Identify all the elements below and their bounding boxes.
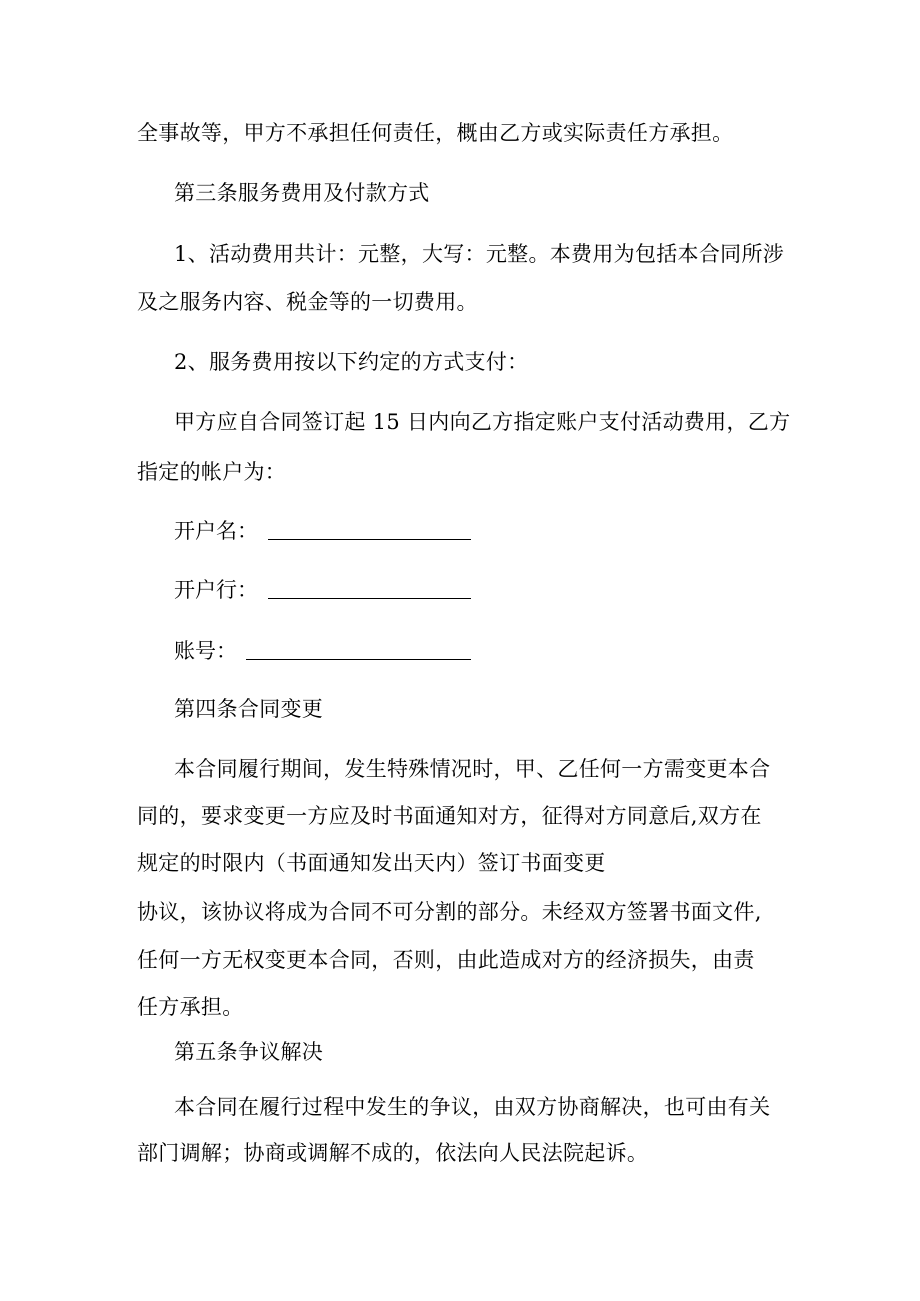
paragraph-line: 本合同履行期间，发生特殊情况时，甲、乙任何一方需变更本合	[174, 757, 771, 781]
paragraph-line: 全事故等，甲方不承担任何责任，概由乙方或实际责任方承担。	[137, 121, 734, 145]
section-heading: 第三条服务费用及付款方式	[174, 181, 430, 205]
paragraph-line: 同的，要求变更一方应及时书面通知对方，征得对方同意后,双方在	[137, 804, 762, 828]
account-number-blank	[246, 659, 471, 660]
paragraph-line: 指定的帐户为：	[137, 460, 287, 484]
section-heading: 第五条争议解决	[174, 1040, 324, 1064]
paragraph-line: 2、服务费用按以下约定的方式支付：	[174, 350, 529, 374]
bank-label: 开户行：	[174, 578, 258, 602]
paragraph-line: 本合同在履行过程中发生的争议，由双方协商解决，也可由有关	[174, 1095, 771, 1119]
paragraph-line: 规定的时限内（书面通知发出天内）签订书面变更	[137, 851, 606, 875]
paragraph-line: 任方承担。	[137, 995, 244, 1019]
bank-blank	[268, 598, 471, 599]
paragraph-line: 任何一方无权变更本合同，否则，由此造成对方的经济损失，由责	[137, 948, 755, 972]
paragraph-line: 1、活动费用共计：元整，大写：元整。本费用为包括本合同所涉	[174, 242, 785, 266]
paragraph-line: 协议，该协议将成为合同不可分割的部分。未经双方签署书面文件,	[137, 900, 762, 924]
account-number-label: 账号：	[174, 639, 237, 663]
account-name-blank	[268, 539, 471, 540]
paragraph-line: 甲方应自合同签订起 15 日内向乙方指定账户支付活动费用，乙方	[174, 410, 791, 434]
section-heading: 第四条合同变更	[174, 697, 324, 721]
account-name-label: 开户名：	[174, 519, 258, 543]
paragraph-line: 部门调解；协商或调解不成的，依法向人民法院起诉。	[137, 1141, 649, 1165]
paragraph-line: 及之服务内容、税金等的一切费用。	[137, 290, 478, 314]
